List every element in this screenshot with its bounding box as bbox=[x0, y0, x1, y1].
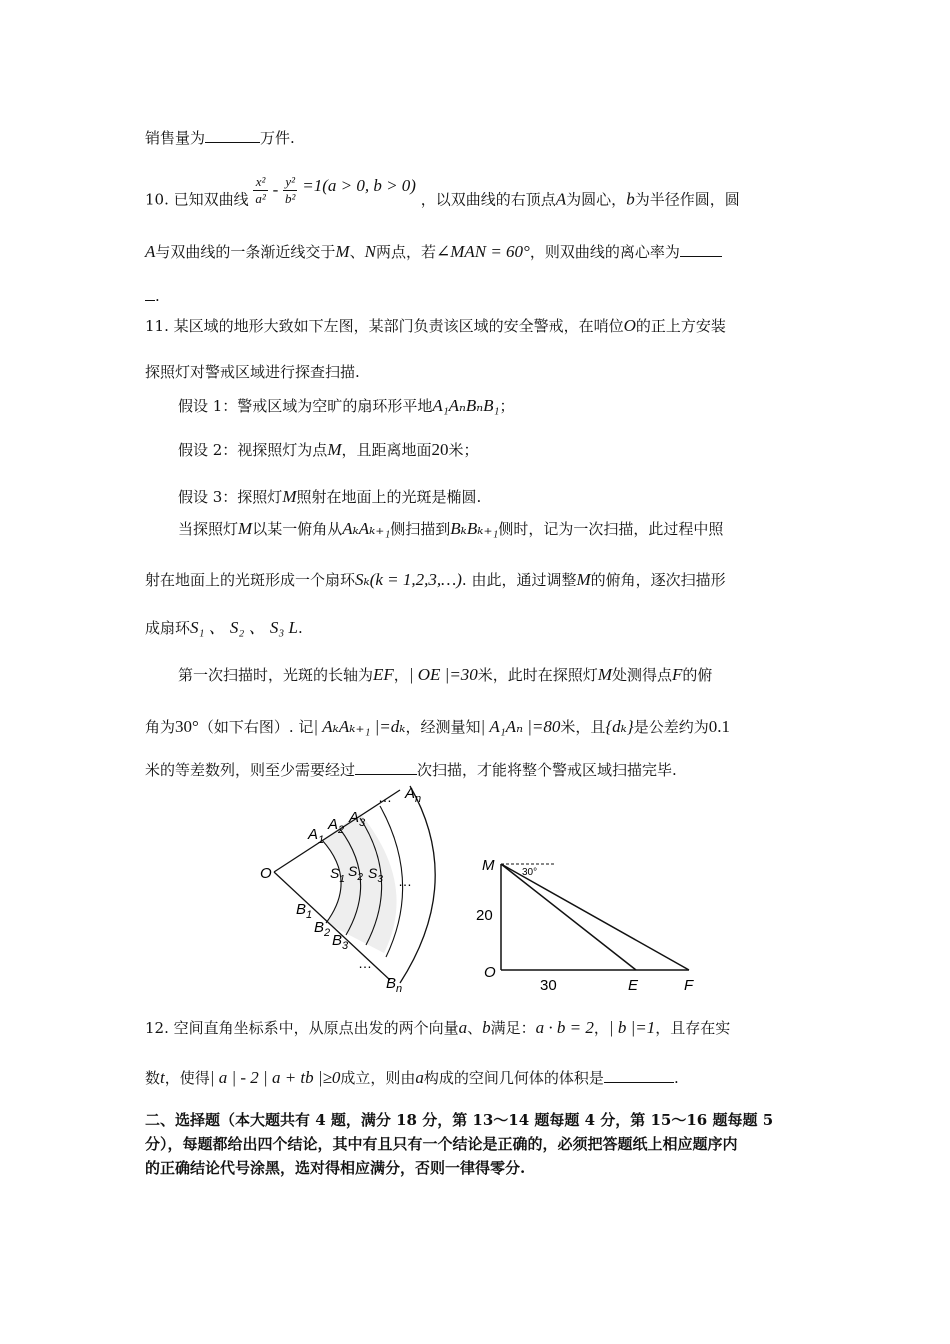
paragraph-line: 射在地面上的光斑形成一个扇环Sₖ(k = 1,2,3,…). 由此，通过调整M的俯角，逐次扫描形 bbox=[145, 570, 726, 589]
dots-top: … bbox=[378, 789, 392, 805]
label-An: $A_n$ bbox=[405, 785, 422, 805]
paragraph-line: 成扇环S₁ 、 S₂ 、 S₃ L. bbox=[145, 618, 303, 637]
base-label: 30 bbox=[540, 977, 557, 994]
section-2-header-line-2: 分），每题都给出四个结论，其中有且只有一个结论是正确的，必须把答题纸上相应题序内 bbox=[145, 1135, 738, 1153]
fraction-y2-b2: $\frac{\text{y²}}{\text{b²}}$ bbox=[285, 174, 296, 206]
question-10-line-1: 10. 已知双曲线 $\frac{\text{x²}}{\text{a²}}$ - $\frac{\text{y²}}{\text{b²}}$ =1(a > 0, b > 0) ，以双曲线的右顶点A为圆心，b为半径作圆，圆 bbox=[145, 174, 740, 209]
text-line: 销售量为 万件. bbox=[145, 129, 295, 147]
label-S2: $S_2$ bbox=[348, 863, 363, 883]
label-F: F bbox=[684, 977, 694, 994]
label-A1: $A_1$ bbox=[308, 826, 325, 846]
section-2-header-line-3: 的正确结论代号涂黑，选对得相应满分，否则一律得零分. bbox=[145, 1159, 526, 1177]
label-B1: $B_1$ bbox=[296, 901, 313, 921]
label-B3: $B_3$ bbox=[332, 932, 349, 952]
question-10-line-3: . bbox=[145, 286, 160, 306]
answer-blank bbox=[355, 760, 417, 775]
height-label: 20 bbox=[476, 907, 493, 924]
line-ME bbox=[501, 864, 636, 970]
question-12-line-2: 数t，使得| a | - 2 | a + tb |≥0成立，则由a构成的空间几何体的体积是 . bbox=[145, 1068, 679, 1087]
question-11-line-2: 探照灯对警戒区域进行探查扫描. bbox=[145, 363, 360, 381]
label-A2: $A_2$ bbox=[328, 816, 345, 836]
answer-blank bbox=[604, 1068, 674, 1083]
sector-ring-figure bbox=[250, 780, 460, 1000]
label-E: E bbox=[628, 977, 639, 994]
paragraph-line: 角为30°（如下右图）. 记| AₖAₖ₊₁ |=dₖ，经测量知| A₁Aₙ |=80米，且{dₖ}是公差约为0.1 bbox=[145, 717, 730, 736]
label-B2: $B_2$ bbox=[314, 919, 331, 939]
paragraph-line: 当探照灯M以某一俯角从AₖAₖ₊₁侧扫描到BₖBₖ₊₁侧时，记为一次扫描，此过程中照 bbox=[178, 519, 724, 538]
question-12-line-1: 12. 空间直角坐标系中，从原点出发的两个向量a、b满足：a · b = 2，| b |=1，且存在实 bbox=[145, 1018, 731, 1037]
triangle-figure bbox=[470, 850, 700, 1000]
paragraph-line: 第一次扫描时，光斑的长轴为EF，| OE |=30米，此时在探照灯M处测得点F的俯 bbox=[178, 665, 713, 684]
question-10-line-2: A与双曲线的一条渐近线交于M、N两点，若∠MAN = 60°，则双曲线的离心率为 bbox=[145, 242, 722, 262]
label-S1: $S_1$ bbox=[330, 865, 345, 885]
dots-bottom: … bbox=[358, 955, 372, 971]
label-Bn: $B_n$ bbox=[386, 975, 403, 995]
angle-label: 30° bbox=[522, 867, 538, 878]
fraction-x2-a2: $\frac{\text{x²}}{\text{a²}}$ bbox=[255, 174, 266, 206]
answer-blank bbox=[205, 128, 260, 143]
line-MF bbox=[501, 864, 689, 970]
hypothesis-2: 假设 2：视探照灯为点M，且距离地面20米； bbox=[178, 440, 479, 459]
answer-blank bbox=[145, 286, 155, 301]
answer-blank bbox=[680, 242, 722, 257]
hypothesis-3: 假设 3：探照灯M照射在地面上的光斑是椭圆. bbox=[178, 487, 482, 506]
hypothesis-1: 假设 1：警戒区域为空旷的扇环形平地A₁AₙBₙB₁； bbox=[178, 396, 515, 415]
section-2-header-line-1: 二、选择题（本大题共有 4 题，满分 18 分，第 13～14 题每题 4 分，第 15～16 题每题 5 bbox=[145, 1111, 774, 1129]
dots-middle: … bbox=[398, 873, 412, 889]
label-O: O bbox=[484, 964, 496, 981]
label-A3: $A_3$ bbox=[349, 809, 366, 829]
label-O: O bbox=[260, 865, 272, 882]
label-M: M bbox=[482, 857, 495, 874]
question-11-line-1: 11. 某区域的地形大致如下左图，某部门负责该区域的安全警戒，在哨位O的正上方安装 bbox=[145, 316, 726, 335]
paragraph-line: 米的等差数列，则至少需要经过 次扫描，才能将整个警戒区域扫描完毕. bbox=[145, 761, 677, 779]
label-S3: $S_3$ bbox=[368, 865, 383, 885]
